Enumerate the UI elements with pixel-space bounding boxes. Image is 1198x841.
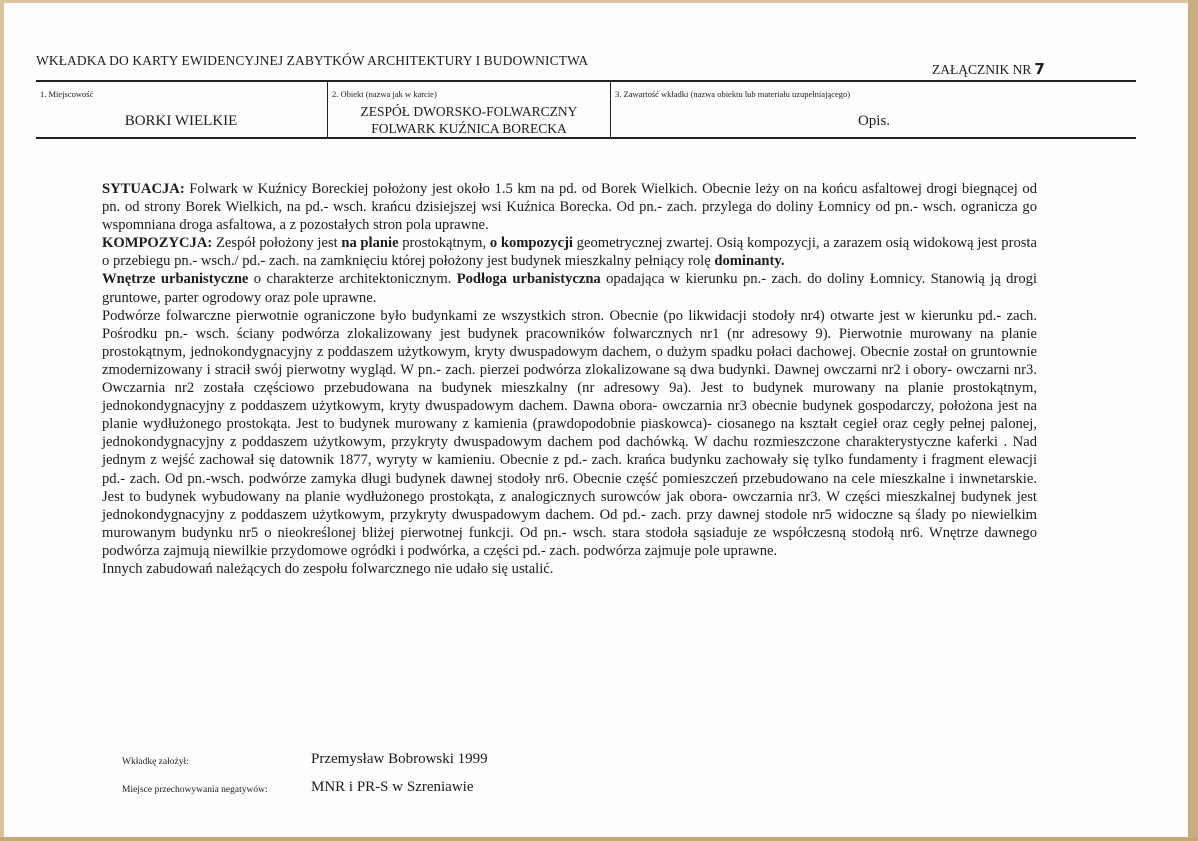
- object-field: [327, 82, 610, 137]
- storage-value: MNR i PR-S w Szreniawie: [311, 779, 474, 795]
- author-label: Wkładkę założył:: [122, 757, 189, 767]
- composition-emphasis: Podłoga urbanistyczna: [456, 271, 601, 288]
- description-body: [102, 180, 1037, 578]
- annex-label-text: ZAŁĄCZNIK NR: [932, 62, 1032, 77]
- composition-paragraph: [102, 234, 1037, 306]
- paper-edge-bottom: [0, 837, 1198, 841]
- situation-paragraph: [102, 180, 1037, 234]
- situation-heading: SYTUACJA:: [102, 181, 185, 197]
- composition-text: prostokątnym,: [398, 235, 490, 252]
- contents-value: Opis.: [857, 113, 891, 129]
- locality-field: [36, 82, 326, 137]
- composition-emphasis: o kompozycji: [489, 235, 573, 252]
- locality-label: 1. Miejscowość: [40, 89, 94, 99]
- composition-heading: KOMPOZYCJA:: [102, 235, 213, 252]
- locality-value: BORKI WIELKIE: [124, 113, 238, 129]
- contents-label: 3. Zawartość wkładki (nazwa obiektu lub materiału uzupełniającego): [615, 89, 851, 99]
- composition-text: opadająca w kierunku pn.- zach. do doliny Łomnicy. Stanowią ją drogi gruntowe, parter ogrodowy oraz pole uprawne.: [102, 271, 1037, 306]
- contents-field: [610, 82, 1137, 137]
- composition-text: Zespół położony jest: [212, 235, 342, 252]
- courtyard-paragraph: Podwórze folwarczne pierwotnie ograniczone było budynkami ze wszystkich stron. Obecnie (po likwidacji stodoły nr4) otwarte jest w kierunku pd.- zach. Pośrodku pn.- wsch. ściany podwórza zlokalizowany jest budynek pracowników folwarcznych nr1 (nr adresowy 9). Pierwotnie murowany na planie prostokątnym, jednokondygnacyjny z poddaszem użytkowym, kryty dwuspadowym dachem, o dużym spadku połaci dachowej. Obecnie został on gruntownie zmodernizowany i stracił swój pierwotny wygląd. W pn.- zach. pierzei podwórza zlokalizowane są dwa budynki. Dawnej owczarni nr2 i obory- owczarni nr3. Owczarnia nr2 została częściowo przebudowana na budynek mieszkalny (nr adresowy 9a). Jest to budynek murowany na planie prostokątnym, jednokondygnacyjny z poddaszem użytkowym, kryty dwuspadowym dachem. Dawna obora- owczarnia nr3 obecnie budynek gospodarczy, położona jest na planie wydłużonego prostokąta. Jest to budynek murowany z kamienia (prawdopodobnie piaskowca)- ciosanego na kształt cegieł oraz cegły pełnej palonej, jednokondygnacyjny z poddaszem użytkowym, przykryty dwuspadowym dachem pod dachówką. W dachu rozmieszczone charakterystyczne kaferki . Nad jednym z wejść zachował się datownik 1877, wyryty w kamieniu. Obecnie z pd.- zach. krańca budynku zachowały się tylko fundamenty i fragment elewacji pd.- zach. Od pn.-wsch. podwórze zamyka długi budynek dawnej stodoły nr6. Obecnie część pomieszczeń przebudowano na cele mieszkalne i inwnetarskie. Jest to budynek wybudowany na planie wydłużonego prostokąta, z analogicznych surowców jak obora- owczarnia nr3. W części mieszkalnej budynek jest jednokondygnacyjny z poddaszem użytkowym, przykryty dwuspadowym dachem. Od pd.- zach. przy dawnej stodole nr5 widoczne są ślady po niewielkim murowanym budynku nr5 o nieokreślonej bliżej pierwotnej funkcji. Od pn.- wsch. stara stodoła sąsiaduje ze współczesną stodołą nr6. Wnętrze dawnego podwórza zajmują niewilkie przydomowe ogródki i podwórka, a części pd.- zach. podwórza zajmuje pole uprawne.: [102, 307, 1037, 559]
- composition-emphasis: na planie: [341, 235, 399, 252]
- paper-edge-right: [1188, 0, 1198, 841]
- situation-text: Folwark w Kuźnicy Boreckiej położony jest około 1.5 km na pd. od Borek Wielkich. Obecnie leży on na końcu asfaltowej drogi biegnącej od pn. od strony Borek Wielkich, na pd.- wsch. krańcu dzisiejszej wsi Kuźnica Borecka. Od pn.- zach. przylega do doliny Łomnicy od pn.- wsch. ogranicza go wspomniana droga asfaltowa, a z pozostałych stron pola uprawne.: [102, 181, 1037, 234]
- document-title: WKŁADKA DO KARTY EWIDENCYJNEJ ZABYTKÓW ARCHITEKTURY I BUDOWNICTWA: [36, 53, 589, 68]
- storage-label: Miejsce przechowywania negatywów:: [122, 785, 268, 795]
- object-value-line2: FOLWARK KUŹNICA BORECKA: [371, 121, 567, 136]
- object-value-line1: ZESPÓŁ DWORSKO-FOLWARCZNY: [360, 104, 578, 119]
- object-label: 2. Obiekt (nazwa jak w karcie): [332, 89, 437, 99]
- annex-label: [932, 60, 1045, 78]
- author-value: Przemysław Bobrowski 1999: [311, 751, 488, 767]
- composition-emphasis: dominanty.: [714, 253, 785, 270]
- annex-number: 7: [1034, 60, 1045, 78]
- closing-paragraph: Innych zabudowań należących do zespołu folwarcznego nie udało się ustalić.: [102, 560, 554, 577]
- header-rule-bottom: [36, 137, 1136, 139]
- composition-text: o charakterze architektonicznym.: [248, 271, 457, 288]
- composition-emphasis: Wnętrze urbanistyczne: [102, 271, 249, 288]
- composition-text: geometrycznej zwartej. Osią kompozycji, a zarazem osią widokową jest prosta o przebiegu pn.- wsch./ pd.- zach. na zamknięciu której położony jest budynek mieszkalny pełniący rolę: [102, 235, 1037, 270]
